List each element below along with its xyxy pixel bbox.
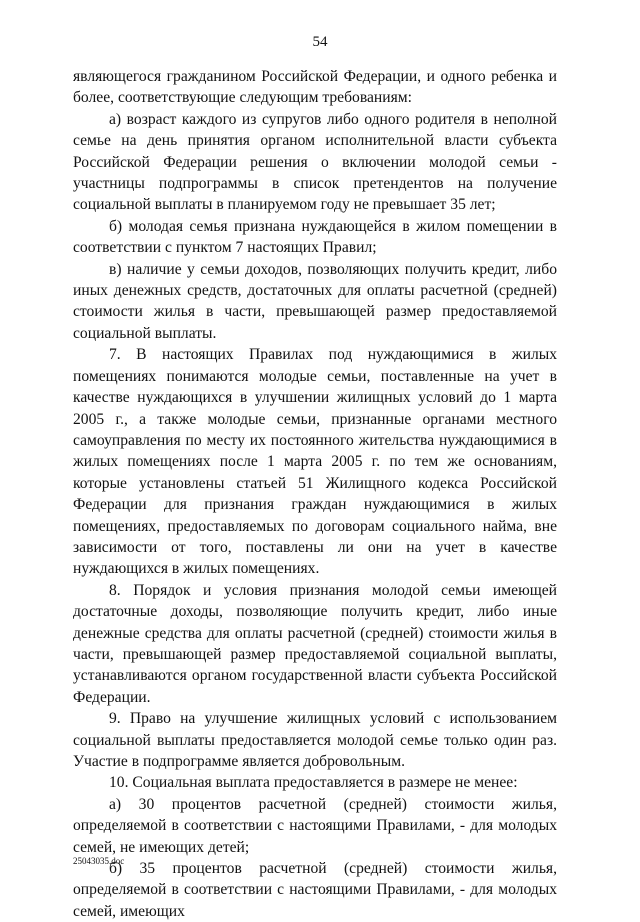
- document-filename-footer: 25043035.doc: [73, 856, 125, 866]
- paragraph-clause-7: 7. В настоящих Правилах под нуждающимися в жилых помещениях понимаются молодые семьи, поставленные на учет в качестве нуждающихся в улучшении жилищных условий до 1 марта 2005 г., а также молодые семьи, признанные органами местного самоуправления по месту их постоянного жительства нуждающимися в жилых помещениях после 1 марта 2005 г. по тем же основаниям, которые установлены статьей 51 Жилищного кодекса Российской Федерации для признания граждан нуждающимися в жилых помещениях, предоставляемых по договорам социального найма, вне зависимости от того, поставлены ли они на учет в качестве нуждающихся в жилых помещениях.: [73, 346, 557, 578]
- paragraph-clause-10-b: б) 35 процентов расчетной (средней) стоимости жилья, определяемой в соответствии с настоящими Правилами, - для молодых семей, имеющих: [73, 860, 557, 920]
- page-number: 54: [312, 34, 328, 50]
- paragraph-clause-10: 10. Социальная выплата предоставляется в размере не менее:: [109, 774, 518, 792]
- paragraph-continuation: являющегося гражданином Российской Федерации, и одного ребенка и более, соответствующие следующим требованиям:: [73, 68, 557, 107]
- paragraph-item-a: а) возраст каждого из супругов либо одного родителя в неполной семье на день принятия органом исполнительной власти субъекта Российской Федерации решения о включении молодой семьи - участницы подпрограммы в список претендентов на получение социальной выплаты в планируемом году не превышает 35 лет;: [73, 110, 557, 214]
- paragraph-clause-8: 8. Порядок и условия признания молодой семьи имеющей достаточные доходы, позволяющие получить кредит, либо иные денежные средства для оплаты расчетной (средней) стоимости жилья в части, превышающей размер предоставляемой социальной выплаты, устанавливаются органом государственной власти субъекта Российской Федерации.: [73, 581, 557, 706]
- paragraph-clause-10-a: а) 30 процентов расчетной (средней) стоимости жилья, определяемой в соответствии с настоящими Правилами, - для молодых семей, не имеющих детей;: [73, 795, 557, 856]
- paragraph-clause-9: 9. Право на улучшение жилищных условий с использованием социальной выплаты предоставляется молодой семье только один раз. Участие в подпрограмме является добровольным.: [73, 710, 557, 770]
- paragraph-item-v: в) наличие у семьи доходов, позволяющих получить кредит, либо иных денежных средств, достаточных для оплаты расчетной (средней) стоимости жилья в части, превышающей размер предоставляемой социальной выплаты.: [73, 260, 557, 342]
- paragraph-item-b: б) молодая семья признана нуждающейся в жилом помещении в соответствии с пунктом 7 настоящих Правил;: [73, 217, 557, 257]
- document-body: [73, 66, 557, 922]
